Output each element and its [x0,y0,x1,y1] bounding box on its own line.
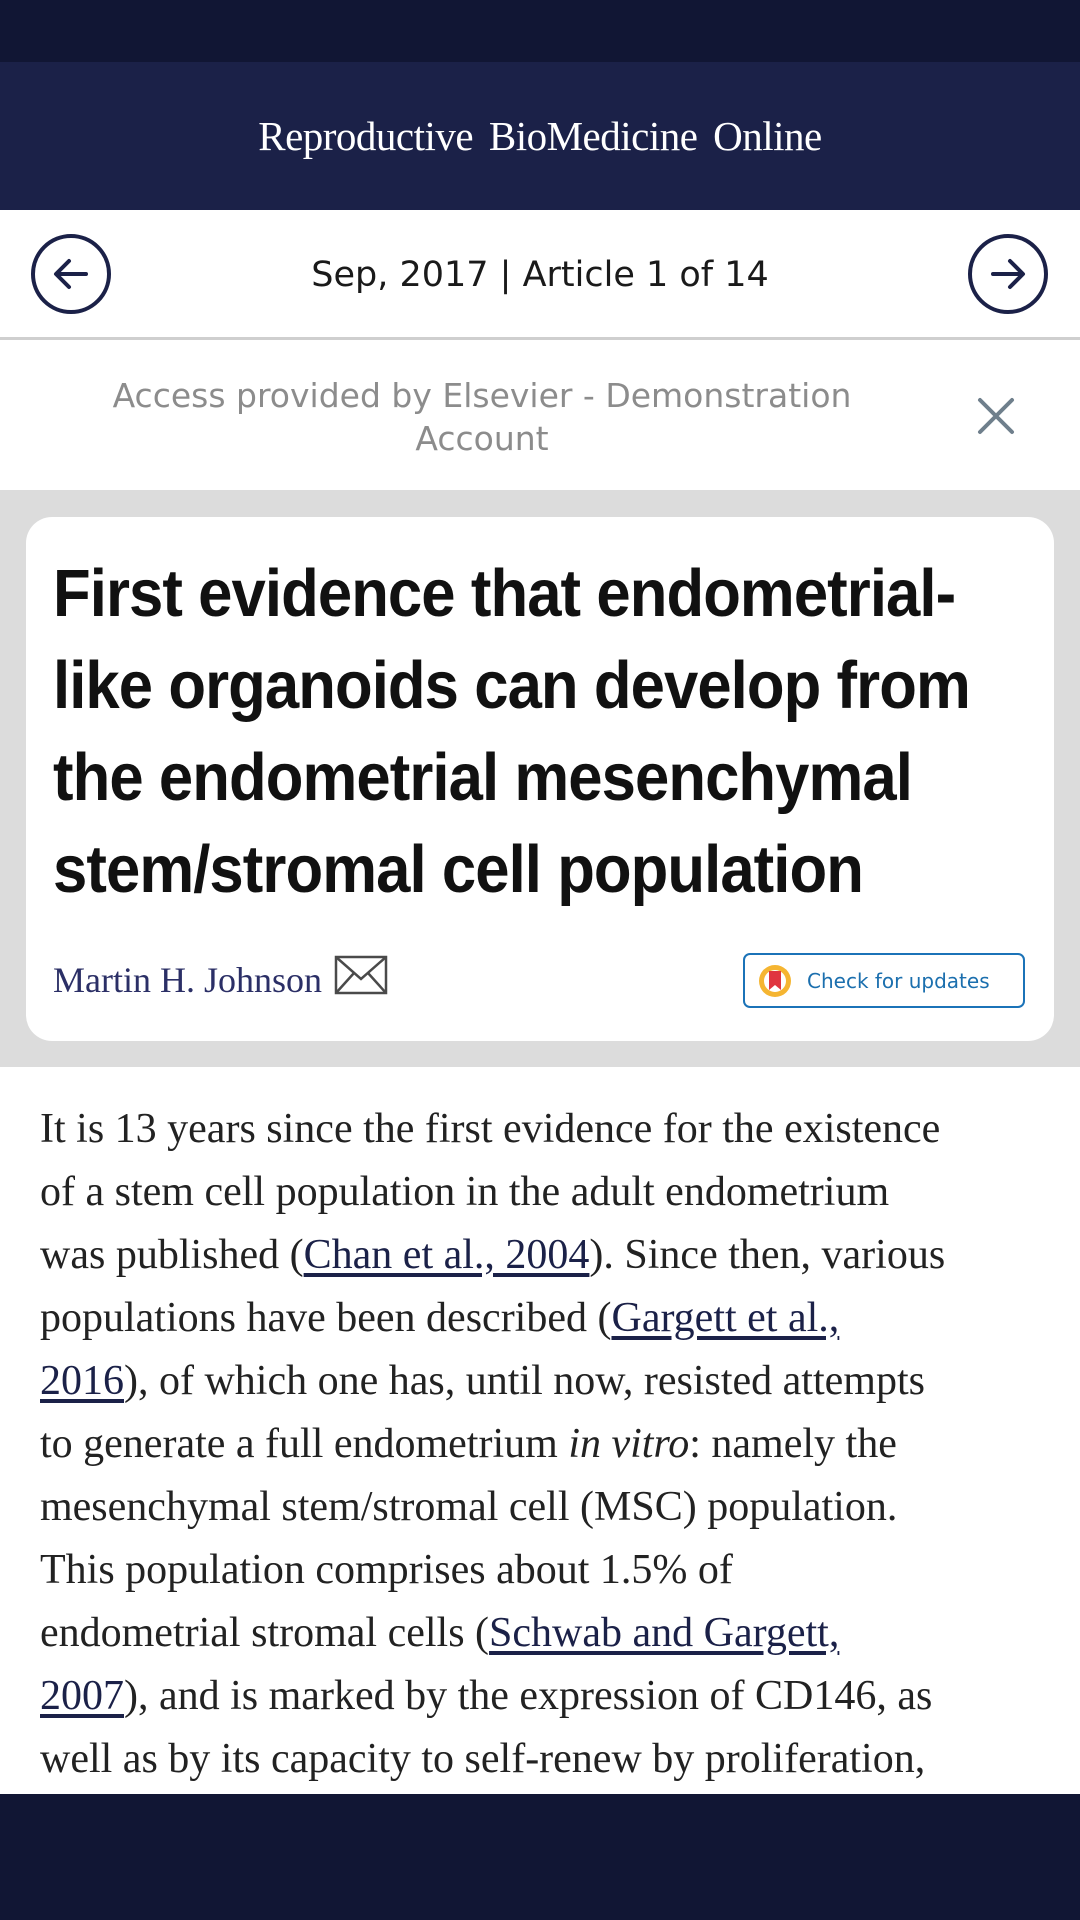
article-body [40,1098,1050,1791]
article-title [53,548,970,916]
body-line: was published (Chan et al., 2004). Since then, various [40,1232,946,1278]
access-banner-text: Access provided by Elsevier - Demonstration Account [112,376,852,458]
arrow-left-circle-icon [46,249,96,299]
arrow-right-circle-icon [983,249,1033,299]
author-row [53,950,388,1010]
issue-navigation [0,210,1080,340]
body-line: This population comprises about 1.5% of [40,1547,733,1593]
mail-icon[interactable] [334,955,388,995]
title-line: the endometrial mesenchymal [53,740,912,815]
close-banner-button[interactable] [972,392,1020,440]
reference-link-gargett-2016[interactable]: 2016 [40,1358,124,1404]
reference-link-schwab-2007[interactable]: Schwab and Gargett, [489,1610,840,1656]
body-line: of a stem cell population in the adult endometrium [40,1169,890,1215]
body-line: populations have been described (Gargett et al., [40,1295,840,1341]
body-line: 2007), and is marked by the expression of CD146, as [40,1673,933,1719]
reference-link-schwab-2007[interactable]: 2007 [40,1673,124,1719]
body-line: well as by its capacity to self-renew by proliferation, [40,1736,926,1782]
app-header [0,62,1080,210]
journal-title: Reproductive BioMedicine Online [258,113,822,159]
check-for-updates-label: Check for updates [807,968,990,993]
reference-link-gargett-2016[interactable]: Gargett et al., [611,1295,840,1341]
title-line: stem/stromal cell population [53,832,863,907]
issue-info: Sep, 2017 | Article 1 of 14 [311,255,769,295]
body-line: to generate a full endometrium in vitro: namely the [40,1421,897,1467]
title-line: First evidence that endometrial- [53,556,956,631]
crossmark-icon [757,963,793,999]
access-banner [0,340,1080,490]
body-line: 2016), of which one has, until now, resisted attempts [40,1358,925,1404]
close-icon [974,394,1018,438]
author-name[interactable]: Martin H. Johnson [53,960,322,1000]
reference-link-chan-2004[interactable]: Chan et al., 2004 [303,1232,590,1278]
body-line: endometrial stromal cells (Schwab and Gargett, [40,1610,840,1656]
body-line: It is 13 years since the first evidence for the existence [40,1106,941,1152]
body-line: mesenchymal stem/stromal cell (MSC) population. [40,1484,898,1530]
previous-article-button[interactable] [31,234,111,314]
bottom-navigation-bar [0,1794,1080,1920]
status-bar [0,0,1080,62]
next-article-button[interactable] [968,234,1048,314]
check-for-updates-button[interactable] [743,953,1025,1008]
title-line: like organoids can develop from [53,648,970,723]
